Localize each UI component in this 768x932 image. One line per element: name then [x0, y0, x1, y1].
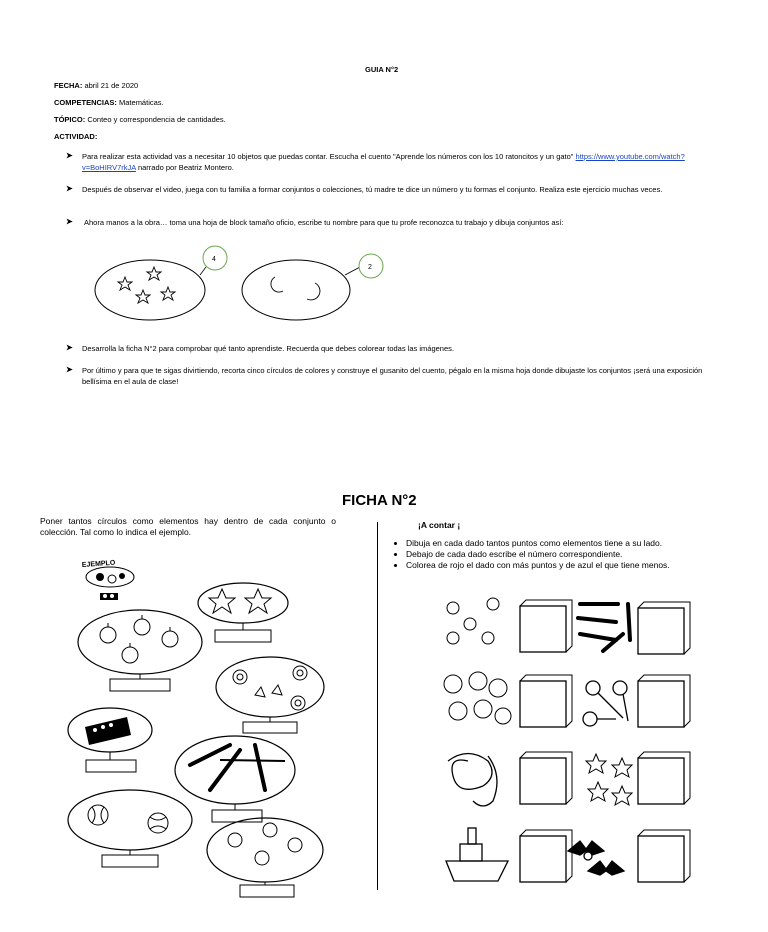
right-bullet-2: • Debajo de cada dado escribe el número correspondiente.: [406, 549, 728, 560]
star-icon: [209, 589, 271, 613]
left-instruction: Poner tantos círculos como elementos hay dentro de cada conjunto o colección. Tal como lo indica el ejemplo.: [40, 516, 336, 537]
example-sets-drawing: [90, 245, 400, 325]
answer-box: [240, 885, 294, 897]
answer-box: [243, 722, 297, 733]
arrow-bullet-icon: ➤: [66, 151, 73, 160]
dice-worksheet: [438, 596, 698, 896]
topico-line: [54, 114, 226, 125]
competencias-line: [54, 97, 164, 108]
stars-set: [198, 583, 288, 642]
competencias-value: Matemáticas.: [119, 98, 164, 107]
stars-group: [586, 754, 632, 805]
dice-box: [520, 681, 566, 727]
moons-set-ellipse: [242, 260, 350, 320]
answer-box: [215, 630, 271, 642]
ejemplo-label: EJEMPLO: [81, 559, 116, 569]
arrow-bullet-icon: ➤: [66, 184, 73, 193]
balls-set: [68, 790, 192, 867]
right-heading: ¡A contar ¡: [418, 520, 461, 530]
dice-box: [520, 758, 566, 804]
answer-box: [86, 760, 136, 772]
apple-icon: [100, 615, 178, 663]
right-bullet-3: • Colorea de rojo el dado con más puntos y de azul el que tiene menos.: [406, 560, 728, 571]
apple-icon: [228, 823, 302, 865]
flower-icon: [233, 666, 307, 710]
arrow-bullet-icon: ➤: [66, 217, 73, 226]
pencil-icon: [190, 745, 265, 790]
answer-box: [110, 679, 170, 691]
dice-box: [638, 608, 684, 654]
stars-count: 4: [212, 256, 216, 263]
chicks-group: [447, 598, 499, 644]
snake-group: [448, 754, 497, 807]
moons-count: 2: [368, 264, 372, 271]
stars-set-ellipse: [95, 260, 205, 320]
sets-worksheet: [40, 555, 340, 900]
dice-box: [638, 836, 684, 882]
bats-group: [568, 841, 624, 875]
instruction-5: Por último y para que te sigas divirtiendo, recorta cinco círculos de colores y construye el gusanito del cuento, pégalo en la misma hoja donde dibujaste los conjuntos ¡será una exposición bellísima en el aula de clase!: [82, 366, 703, 386]
boat-group: [446, 828, 508, 881]
keys-group: [583, 681, 628, 726]
apples-set: [78, 610, 202, 691]
instruction-2: Después de observar el video, juega con tu familia a formar conjuntos o colecciones, tú madre te dice un número y tu formas el conjunto. Realiza este ejercicio muchas veces.: [82, 185, 663, 194]
dice-box: [520, 836, 566, 882]
actividad-label: ACTIVIDAD:: [54, 132, 98, 141]
dice-box: [638, 681, 684, 727]
fecha-value: abril 21 de 2020: [84, 81, 139, 90]
video-link[interactable]: https://www.youtube.com/watch?v=BoHIRV7rkJA: [82, 152, 685, 172]
ejemplo-example: [82, 560, 134, 600]
topico-value: Conteo y correspondencia de cantidades.: [87, 115, 226, 124]
instruction-1: [82, 151, 718, 173]
star-icon: [118, 267, 175, 303]
flowers-set: [216, 657, 324, 733]
instruction-1-text-b: narrado por Beatriz Montero.: [137, 163, 234, 172]
right-bullets: [392, 538, 728, 571]
apples-group: [444, 672, 511, 724]
ficha-title: FICHA N°2: [342, 492, 417, 509]
ball-icon: [88, 805, 168, 833]
competencias-label: COMPETENCIAS:: [54, 98, 117, 107]
instruction-4: Desarrolla la ficha N°2 para comprobar qué tanto aprendiste. Recuerda que debes colorear todas las imágenes.: [82, 344, 454, 353]
dice-box: [520, 606, 566, 652]
answer-box: [102, 855, 158, 867]
answer-box: [212, 810, 262, 822]
pencils-set: [175, 736, 295, 822]
dice-box: [638, 758, 684, 804]
instruction-3: Ahora manos a la obra… toma una hoja de block tamaño oficio, escribe tu nombre para que tu profe reconozca tu trabajo y dibuja conjuntos así:: [84, 218, 564, 227]
fecha-label: FECHA:: [54, 81, 83, 90]
instruction-1-text-a: Para realizar esta actividad vas a necesitar 10 objetos que puedas contar. Escucha el cuento "Aprende los números con los 10 ratoncitos y un gato": [82, 152, 574, 161]
topico-label: TÓPICO:: [54, 115, 86, 124]
guide-title: GUIA N°2: [365, 65, 399, 74]
moon-icon: [271, 277, 283, 292]
crayons-group: [578, 604, 630, 651]
arrow-bullet-icon: ➤: [66, 343, 73, 352]
arrow-bullet-icon: ➤: [66, 365, 73, 374]
right-bullet-1: • Dibuja en cada dado tantos puntos como elementos tiene a su lado.: [406, 538, 728, 549]
cards-set: [68, 708, 152, 772]
vertical-divider: [377, 522, 378, 890]
apples-set-2: [207, 818, 323, 897]
fecha-line: [54, 80, 138, 91]
moon-icon: [307, 283, 320, 300]
